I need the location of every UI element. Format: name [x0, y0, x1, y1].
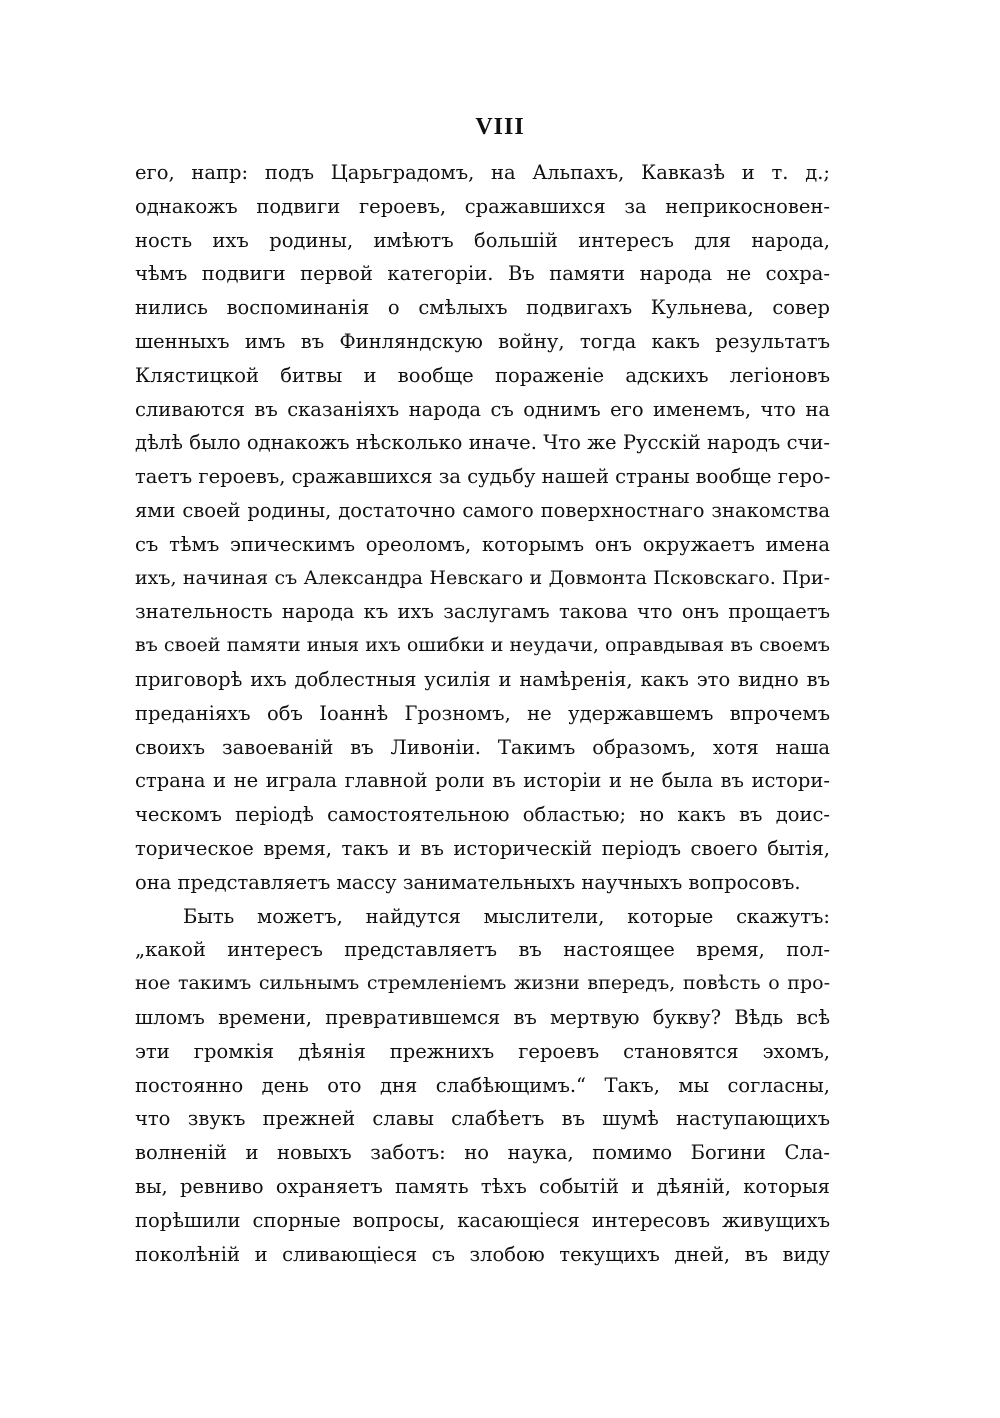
- page-number: VIII: [475, 114, 525, 140]
- text-line: постоянно день ото дня слабѣющимъ.“ Такъ, мы согласны,: [135, 1073, 830, 1097]
- text-line: знательность народа къ ихъ заслугамъ такова что онъ прощаетъ: [135, 600, 830, 624]
- text-line: приговорѣ ихъ доблестныя усилія и намѣренія, какъ это видно въ: [135, 667, 830, 691]
- text-line: Клястицкой битвы и вообще пораженіе адскихъ легіоновъ: [135, 363, 830, 387]
- text-line: что звукъ прежней славы слабѣетъ въ шумѣ наступающихъ: [135, 1107, 830, 1131]
- paragraph-first-line: Быть можетъ, найдутся мыслители, которые скажутъ:: [183, 904, 830, 928]
- text-line: таетъ героевъ, сражавшихся за судьбу нашей страны вообще геро-: [135, 465, 831, 489]
- text-line: нились воспоминанія о смѣлыхъ подвигахъ Кульнева, совер: [135, 296, 830, 320]
- text-line: торическое время, такъ и въ историческій періодъ своего бытія,: [135, 836, 830, 860]
- text-line: преданіяхъ объ Іоаннѣ Грозномъ, не удержавшемъ впрочемъ: [135, 701, 830, 725]
- text-line: поколѣній и сливающіеся съ злобою текущихъ дней, въ виду: [135, 1242, 830, 1266]
- text-line: эти громкія дѣянія прежнихъ героевъ становятся эхомъ,: [135, 1039, 830, 1063]
- text-line: шенныхъ имъ въ Финляндскую войну, тогда какъ результатъ: [135, 329, 830, 353]
- text-line: ческомъ періодѣ самостоятельною областью; но какъ въ доис-: [135, 803, 830, 827]
- text-line: въ своей памяти иныя ихъ ошибки и неудачи, оправдывая въ своемъ: [135, 634, 830, 657]
- text-line: сливаются въ сказаніяхъ народа съ однимъ его именемъ, что на: [135, 397, 830, 421]
- text-line: его, напр: подъ Царьградомъ, на Альпахъ, Кавказѣ и т. д.;: [135, 161, 830, 184]
- text-line: однакожъ подвиги героевъ, сражавшихся за неприкосновен-: [135, 194, 830, 218]
- paragraph-last-line: она представляетъ массу занимательныхъ научныхъ вопросовъ.: [135, 870, 801, 894]
- text-line: порѣшили спорные вопросы, касающіеся интересовъ живущихъ: [135, 1208, 830, 1232]
- text-line: страна и не играла главной роли въ исторіи и не была въ истори-: [135, 769, 830, 793]
- body-text: [135, 156, 830, 1271]
- text-line: „какой интересъ представляетъ въ настоящее время, пол-: [135, 938, 830, 962]
- text-line: ихъ, начиная съ Александра Невскаго и Довмонта Псковскаго. При-: [135, 566, 830, 589]
- text-line: ное такимъ сильнымъ стремленіемъ жизни впередъ, повѣсть о про-: [135, 972, 830, 995]
- text-line: ность ихъ родины, имѣютъ большій интересъ для народа,: [135, 228, 830, 252]
- text-line: вы, ревниво охраняетъ память тѣхъ событій и дѣяній, которыя: [135, 1174, 830, 1198]
- text-line: шломъ времени, превратившемся въ мертвую букву? Вѣдь всѣ: [135, 1005, 830, 1029]
- text-line: чѣмъ подвиги первой категоріи. Въ памяти народа не сохра-: [135, 262, 830, 286]
- text-line: дѣлѣ было однакожъ нѣсколько иначе. Что же Русскій народъ счи-: [135, 431, 830, 455]
- text-line: волненій и новыхъ заботъ: но наука, помимо Богини Сла-: [135, 1141, 830, 1165]
- text-line: ями своей родины, достаточно самого поверхностнаго знакомства: [135, 498, 830, 522]
- text-line: своихъ завоеваній въ Ливоніи. Такимъ образомъ, хотя наша: [135, 735, 830, 759]
- text-line: съ тѣмъ эпическимъ ореоломъ, которымъ онъ окружаетъ имена: [135, 532, 830, 556]
